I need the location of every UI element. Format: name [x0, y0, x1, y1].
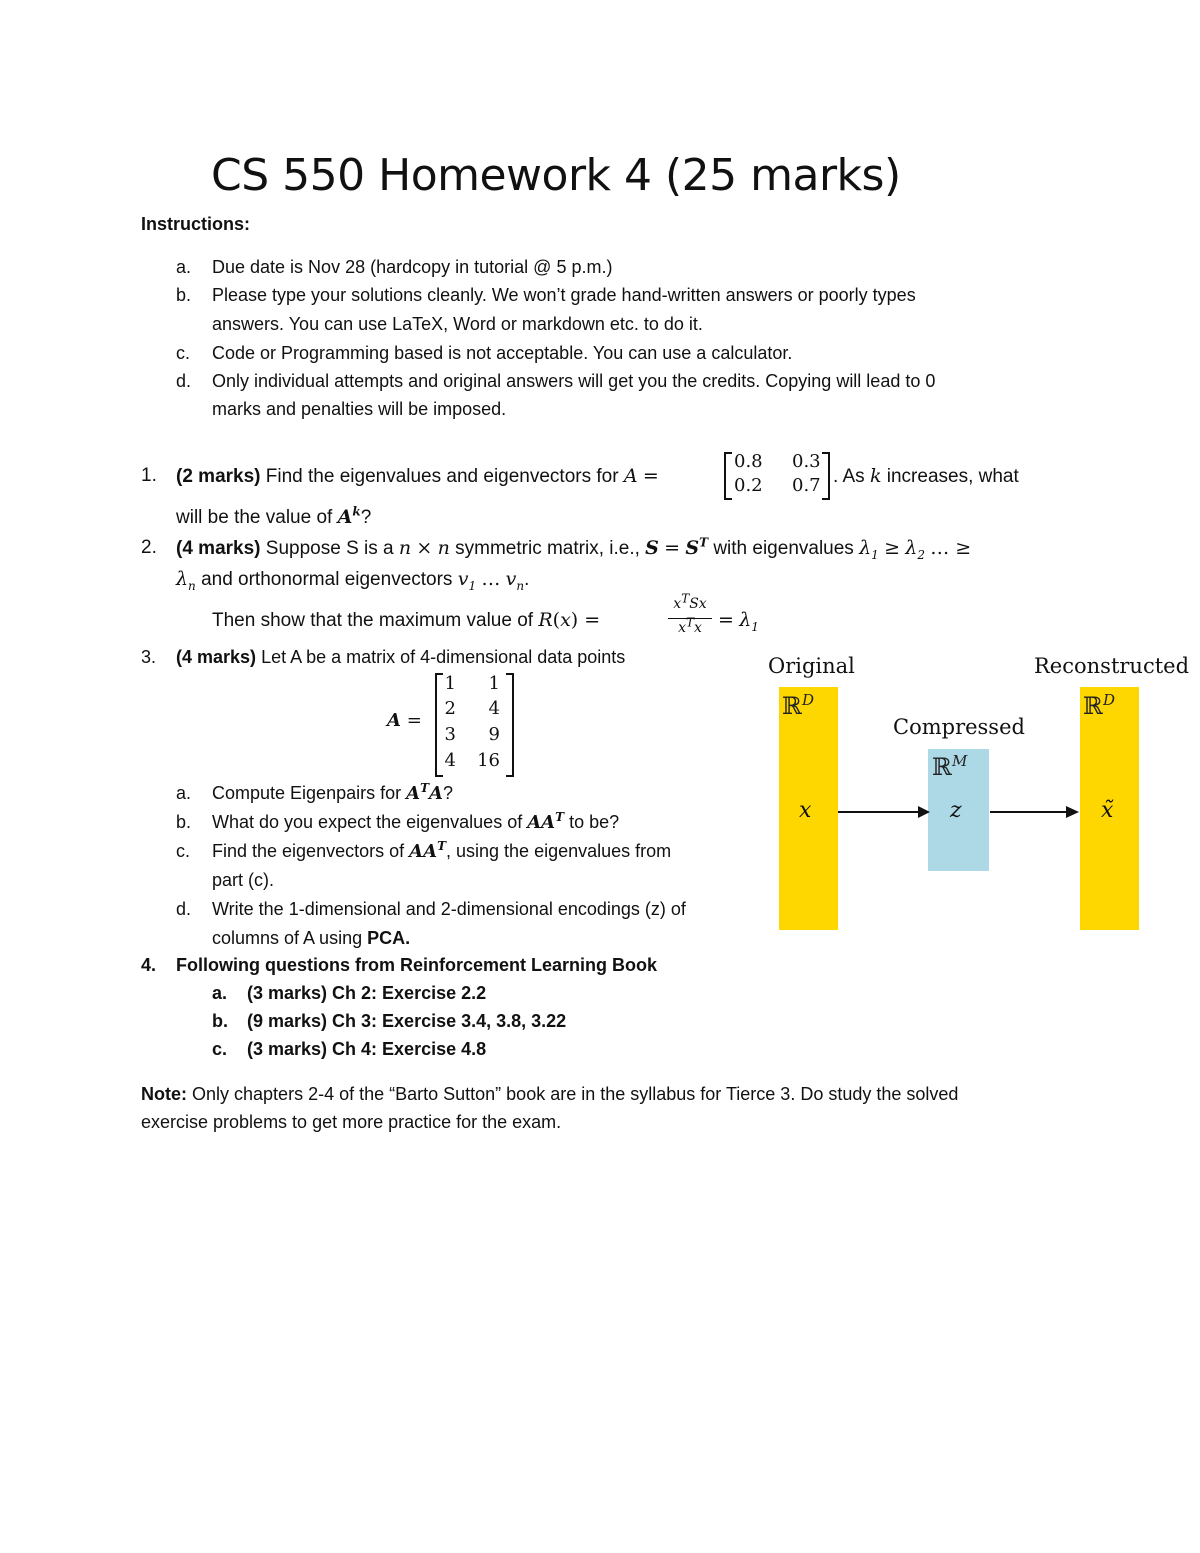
compressed-label: Compressed [893, 715, 1025, 739]
q3-line1: (4 marks) Let A be a matrix of 4-dimensional data points [176, 647, 626, 667]
q4-part-a: (3 marks) Ch 2: Exercise 2.2 [247, 983, 487, 1003]
q3-matrix-r2c1: 2 [444, 698, 456, 719]
reconstruction-x-tilde-symbol: x̃ [1101, 798, 1114, 823]
instruction-marker-a: a. [176, 257, 192, 277]
arrow-encode-head [918, 806, 930, 818]
page-title: CS 550 Homework 4 (25 marks) [211, 150, 901, 201]
q1-math-a: A [623, 465, 638, 487]
arrow-decode-head [1066, 806, 1079, 818]
q3-matrix-label: A = [387, 710, 422, 731]
q3-number: 3. [141, 647, 157, 667]
instructions-heading: Instructions: [141, 214, 251, 234]
q3-marker-d: d. [176, 899, 192, 919]
q2-number: 2. [141, 537, 157, 558]
q4-marker-b: b. [212, 1011, 228, 1031]
q1-line2: will be the value of $A^k$? [176, 504, 372, 528]
q2-fraction-denominator: $x^Tx$ [678, 615, 702, 636]
q4-number: 4. [141, 955, 157, 975]
q1-matrix-r1c1: 0.8 [734, 451, 763, 472]
q4-marker-a: a. [212, 983, 228, 1003]
q3-part-d-line2: columns of A using PCA. [212, 928, 411, 948]
q2-result: = $\lambda_1$ [718, 609, 759, 634]
q3-part-c-line1: Find the eigenvectors of $AA^T$, using the eigenvalues from [212, 839, 672, 862]
q1-matrix-r2c1: 0.2 [734, 475, 763, 496]
q3-part-a: Compute Eigenpairs for $A^TA$? [212, 781, 454, 804]
q3-part-b: What do you expect the eigenvalues of $AA^T$ to be? [212, 810, 620, 833]
q3-marker-c: c. [176, 841, 191, 861]
latent-z-symbol: z [950, 798, 962, 823]
q3-part-d-line1: Write the 1-dimensional and 2-dimensional encodings (z) of [212, 899, 686, 919]
q2-line2: $\lambda_n$ and orthonormal eigenvectors $v_1$ … $v_n$. [176, 568, 530, 593]
q2-line1: (4 marks) Suppose S is a n × n symmetric matrix, i.e., $S = S^T$ with eigenvalues $\lambda_1 \ge \lambda_2$ … ≥ [176, 535, 972, 562]
q4-part-c: (3 marks) Ch 4: Exercise 4.8 [247, 1039, 487, 1059]
compressed-space-label: ℝ$^M$ [932, 752, 968, 781]
q4-marker-c: c. [212, 1039, 228, 1059]
q1-matrix-right-bracket [822, 452, 830, 500]
instruction-b-line2: answers. You can use LaTeX, Word or markdown etc. to do it. [212, 314, 703, 334]
q1-number: 1. [141, 465, 157, 486]
q1-matrix-r2c2: 0.7 [792, 475, 821, 496]
q1-line1-tail: . As k increases, what [833, 465, 1019, 487]
q1-matrix-r1c2: 0.3 [792, 451, 821, 472]
q3-matrix-r3c1: 3 [444, 724, 456, 745]
q1-text-a: Find the eigenvalues and eigenvectors for [265, 466, 619, 487]
instruction-marker-b: b. [176, 285, 192, 305]
instruction-b-line1: Please type your solutions cleanly. We won’t grade hand-written answers or poorly types [212, 285, 916, 305]
note-line1: Note: Only chapters 2-4 of the “Barto Sutton” book are in the syllabus for Tierce 3. Do study the solved [141, 1084, 959, 1104]
instruction-c: Code or Programming based is not acceptable. You can use a calculator. [212, 343, 793, 363]
q2-line3: Then show that the maximum value of R(x) = [212, 609, 601, 631]
reconstructed-label: Reconstructed [1034, 654, 1190, 678]
q3-matrix-r4c2: 16 [477, 750, 500, 771]
input-x-symbol: x [799, 798, 812, 823]
instruction-marker-c: c. [176, 343, 191, 363]
q4-part-b: (9 marks) Ch 3: Exercise 3.4, 3.8, 3.22 [247, 1011, 567, 1031]
q3-marker-b: b. [176, 812, 192, 832]
diagram-arrows [836, 800, 1084, 824]
instruction-d-line1: Only individual attempts and original answers will get you the credits. Copying will lead to 0 [212, 371, 936, 391]
instruction-a: Due date is Nov 28 (hardcopy in tutorial @ 5 p.m.) [212, 257, 613, 277]
q3-matrix-r1c1: 1 [444, 673, 456, 694]
q1-marks: (2 marks) [176, 466, 261, 487]
q3-part-c-line2: part (c). [212, 870, 275, 890]
q3-matrix-r2c2: 4 [488, 698, 500, 719]
original-space-label: ℝ$^D$ [782, 691, 814, 720]
q4-heading: Following questions from Reinforcement Learning Book [176, 955, 658, 975]
q1-line1: (2 marks) Find the eigenvalues and eigenvectors for A = [176, 465, 659, 487]
q3-matrix-r3c2: 9 [488, 724, 500, 745]
q3-matrix-r4c1: 4 [444, 750, 456, 771]
q3-marker-a: a. [176, 783, 192, 803]
original-label: Original [768, 654, 855, 678]
instruction-d-line2: marks and penalties will be imposed. [212, 399, 507, 419]
q3-matrix-right-bracket [506, 673, 514, 777]
note-line2: exercise problems to get more practice for the exam. [141, 1112, 562, 1132]
q2-fraction-numerator: $x^TSx$ [673, 591, 707, 612]
instruction-marker-d: d. [176, 371, 192, 391]
reconstructed-space-label: ℝ$^D$ [1083, 691, 1115, 720]
q3-matrix-r1c2: 1 [488, 673, 500, 694]
q1-matrix-left-bracket [724, 452, 732, 500]
